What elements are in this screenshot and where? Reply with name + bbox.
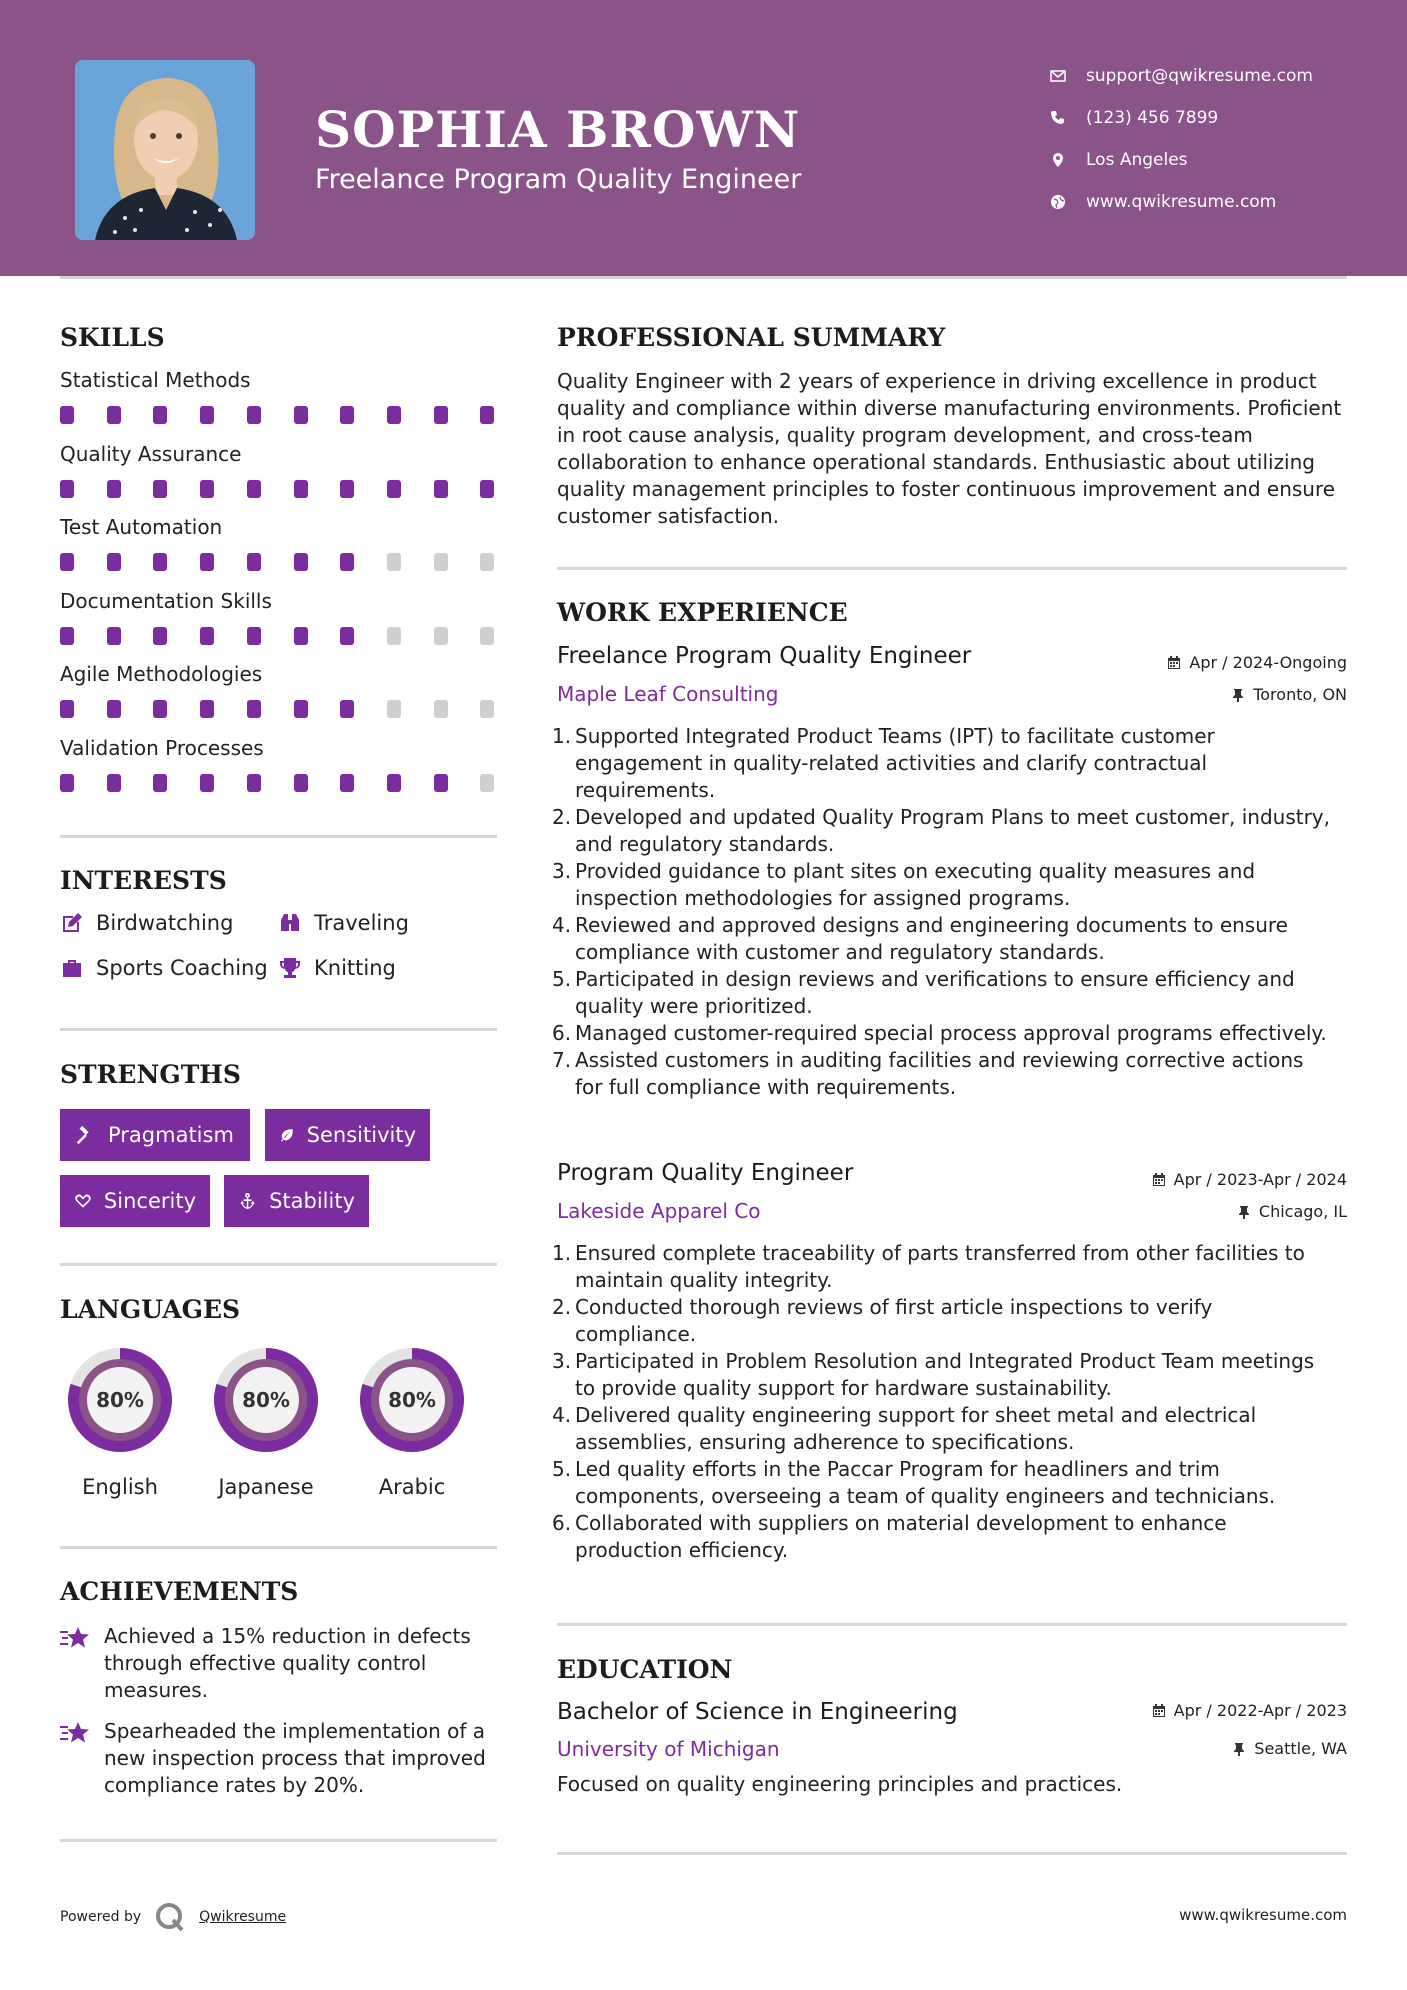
rating-dot-filled [153, 774, 167, 792]
rating-dot-filled [340, 480, 354, 498]
language-donut-gauge [205, 1339, 327, 1461]
achievement-item [60, 1718, 500, 1799]
school-name: University of Michigan [557, 1737, 780, 1761]
contact-location-text: Los Angeles [1086, 150, 1188, 170]
language-name: English [82, 1475, 158, 1499]
rating-dot-filled [294, 700, 308, 718]
responsibility-item [552, 804, 1335, 858]
rating-dot-empty [480, 700, 494, 718]
calendar-icon [1152, 1704, 1166, 1718]
candidate-title: Freelance Program Quality Engineer [315, 164, 802, 195]
list-number: 2. [552, 1295, 572, 1319]
list-number: 1. [552, 724, 572, 748]
rating-dot-filled [294, 553, 308, 571]
job-dates [1152, 1170, 1347, 1189]
candidate-name: SOPHIA BROWN [315, 100, 801, 159]
footer-url[interactable]: www.qwikresume.com [1179, 1906, 1347, 1924]
job-dates-text: Apr / 2024-Ongoing [1189, 653, 1347, 672]
rating-dot-empty [480, 553, 494, 571]
contact-phone[interactable] [1050, 97, 1390, 139]
profile-photo [75, 60, 255, 240]
rating-dot-filled [434, 406, 448, 424]
interest-birdwatching [60, 911, 233, 935]
responsibility-text: Developed and updated Quality Program Plans to meet customer, industry, and regulatory standards. [575, 805, 1330, 856]
responsibility-item [552, 1020, 1335, 1047]
summary-text: Quality Engineer with 2 years of experience in driving excellence in product quality and compliance within diverse manufacturing environments. Proficient in root cause analysis, quality program development, and cross-team collaboration to enhance operational standards. Enthusiastic about utilizing quality management principles to foster continuous improvement and ensure customer satisfaction. [557, 369, 1342, 528]
rating-dot-empty [434, 553, 448, 571]
star-award-icon [60, 1720, 92, 1748]
degree-title: Bachelor of Science in Engineering [557, 1699, 958, 1725]
rating-dot-filled [153, 627, 167, 645]
divider [60, 1546, 497, 1549]
responsibility-item [552, 858, 1335, 912]
rating-dot-filled [60, 406, 74, 424]
powered-by-text: Powered by [60, 1909, 142, 1925]
rating-dot-filled [340, 774, 354, 792]
rating-dot-filled [340, 553, 354, 571]
rating-dot-filled [60, 774, 74, 792]
profile-photo-image [75, 60, 255, 240]
job-location [1231, 685, 1347, 704]
rating-dot-filled [387, 774, 401, 792]
rating-dot-filled [200, 627, 214, 645]
skill-label: Statistical Methods [60, 368, 251, 392]
language-percent-label: 80% [96, 1388, 144, 1412]
responsibility-text: Conducted thorough reviews of first article inspections to verify compliance. [575, 1295, 1213, 1346]
responsibility-item [552, 1240, 1335, 1294]
strength-label: Sensitivity [306, 1123, 416, 1147]
strength-badge-sincerity [60, 1175, 210, 1227]
company-name: Lakeside Apparel Co [557, 1199, 761, 1223]
rating-dot-filled [294, 774, 308, 792]
achievement-text: Achieved a 15% reduction in defects through effective quality control measures. [104, 1624, 471, 1702]
list-number: 1. [552, 1241, 572, 1265]
responsibility-item [552, 912, 1335, 966]
responsibility-item [552, 1456, 1335, 1510]
languages-heading: LANGUAGES [60, 1295, 241, 1324]
skill-rating [60, 774, 500, 792]
briefcase-icon [60, 956, 84, 980]
contact-phone-text: (123) 456 7899 [1086, 108, 1219, 128]
education-description: Focused on quality engineering principles and practices. [557, 1772, 1123, 1796]
globe-icon [1050, 194, 1086, 210]
skill-label: Quality Assurance [60, 441, 242, 466]
rating-dot-filled [60, 700, 74, 718]
list-number: 5. [552, 967, 572, 991]
header-banner [0, 0, 1407, 276]
rating-dot-filled [480, 480, 494, 498]
divider [60, 1263, 497, 1266]
rating-dot-filled [247, 480, 261, 498]
language-item [205, 1339, 327, 1499]
job-responsibilities-list [552, 1240, 1335, 1564]
rating-dot-filled [200, 700, 214, 718]
strength-badge-sensitivity [265, 1109, 430, 1161]
rating-dot-filled [60, 627, 74, 645]
responsibility-text: Led quality efforts in the Paccar Program for headliners and trim components, overseeing a team of quality engineers and technicians. [575, 1457, 1276, 1508]
strengths-heading: STRENGTHS [60, 1060, 241, 1089]
rating-dot-filled [247, 406, 261, 424]
qwikresume-logo-icon [153, 1900, 187, 1934]
job-dates-text: Apr / 2023-Apr / 2024 [1173, 1170, 1347, 1189]
rating-dot-empty [434, 627, 448, 645]
achievement-text: Spearheaded the implementation of a new inspection process that improved compliance rates by 20%. [104, 1719, 486, 1797]
edit-icon [60, 911, 84, 935]
trophy-icon [278, 956, 302, 980]
rating-dot-filled [60, 553, 74, 571]
list-number: 5. [552, 1457, 572, 1481]
language-percent-label: 80% [388, 1388, 436, 1412]
contact-email-text: support@qwikresume.com [1086, 66, 1313, 86]
star-award-icon [60, 1625, 92, 1653]
rating-dot-filled [340, 406, 354, 424]
strength-badge-pragmatism [60, 1109, 250, 1161]
rating-dot-filled [107, 700, 121, 718]
contact-website-text: www.qwikresume.com [1086, 192, 1277, 212]
list-number: 4. [552, 913, 572, 937]
job-title: Program Quality Engineer [557, 1160, 854, 1186]
responsibility-item [552, 1402, 1335, 1456]
strength-label: Pragmatism [108, 1123, 234, 1147]
interests-heading: INTERESTS [60, 866, 227, 895]
job-title: Freelance Program Quality Engineer [557, 643, 972, 669]
rating-dot-empty [387, 553, 401, 571]
responsibility-item [552, 723, 1335, 804]
language-item [59, 1339, 181, 1499]
divider [557, 567, 1347, 570]
rating-dot-empty [387, 700, 401, 718]
job-location-text: Toronto, ON [1253, 685, 1347, 704]
leaf-icon [279, 1124, 295, 1146]
responsibility-item [552, 1348, 1335, 1402]
responsibility-text: Ensured complete traceability of parts transferred from other facilities to maintain quality integrity. [575, 1241, 1305, 1292]
education-dates [1152, 1701, 1347, 1720]
rating-dot-filled [294, 480, 308, 498]
summary-heading: PROFESSIONAL SUMMARY [557, 323, 946, 352]
location-pin-icon [1050, 152, 1086, 168]
binoculars-icon [278, 911, 302, 935]
skill-rating [60, 700, 500, 718]
company-name: Maple Leaf Consulting [557, 682, 779, 706]
list-number: 4. [552, 1403, 572, 1427]
education-location-text: Seattle, WA [1254, 1739, 1347, 1758]
footer-powered-by [60, 1900, 286, 1934]
responsibility-text: Collaborated with suppliers on material development to enhance production efficiency. [575, 1511, 1227, 1562]
pushpin-icon [1231, 688, 1245, 702]
responsibility-text: Managed customer-required special process approval programs effectively. [575, 1021, 1327, 1045]
rating-dot-filled [200, 774, 214, 792]
job-location [1237, 1202, 1347, 1221]
interest-label: Knitting [314, 956, 396, 980]
header-divider [60, 276, 1347, 279]
rating-dot-empty [387, 627, 401, 645]
skill-rating [60, 480, 500, 498]
language-item [351, 1339, 473, 1499]
rating-dot-filled [153, 480, 167, 498]
divider [60, 1028, 497, 1031]
achievements-heading: ACHIEVEMENTS [60, 1577, 299, 1606]
rating-dot-filled [153, 700, 167, 718]
list-number: 7. [552, 1048, 572, 1072]
contact-website[interactable] [1050, 181, 1390, 223]
responsibility-text: Reviewed and approved designs and engineering documents to ensure compliance with customer and regulatory standards. [575, 913, 1288, 964]
skill-label: Validation Processes [60, 735, 264, 760]
language-donut-gauge [59, 1339, 181, 1461]
list-number: 2. [552, 805, 572, 829]
rating-dot-filled [60, 480, 74, 498]
responsibility-text: Supported Integrated Product Teams (IPT) to facilitate customer engagement in quality-related activities and clarify contractual requirements. [575, 724, 1215, 802]
rating-dot-filled [153, 553, 167, 571]
skill-label: Test Automation [60, 515, 223, 539]
strength-label: Stability [269, 1189, 355, 1213]
qwikresume-link[interactable]: Qwikresume [199, 1909, 287, 1925]
interest-label: Sports Coaching [96, 956, 268, 980]
responsibility-text: Participated in Problem Resolution and Integrated Product Team meetings to provide quality support for hardware sustainability. [575, 1349, 1315, 1400]
divider [557, 1852, 1347, 1855]
divider [557, 1623, 1347, 1626]
skill-label: Agile Methodologies [60, 662, 263, 686]
pushpin-icon [1232, 1742, 1246, 1756]
rating-dot-filled [247, 627, 261, 645]
skill-rating [60, 406, 500, 424]
education-heading: EDUCATION [557, 1655, 733, 1684]
rating-dot-filled [247, 700, 261, 718]
education-dates-text: Apr / 2022-Apr / 2023 [1173, 1701, 1347, 1720]
strength-label: Sincerity [103, 1189, 196, 1213]
calendar-icon [1167, 656, 1181, 670]
interest-traveling [278, 911, 409, 935]
responsibility-item [552, 1510, 1335, 1564]
responsibility-text: Assisted customers in auditing facilities and reviewing corrective actions for full compliance with requirements. [575, 1048, 1304, 1099]
strength-badge-stability [224, 1175, 369, 1227]
skill-rating [60, 553, 500, 571]
rating-dot-filled [294, 406, 308, 424]
calendar-icon [1152, 1173, 1166, 1187]
list-number: 6. [552, 1511, 572, 1535]
rating-dot-filled [294, 627, 308, 645]
rating-dot-filled [107, 774, 121, 792]
job-location-text: Chicago, IL [1258, 1202, 1347, 1221]
contact-location [1050, 139, 1390, 181]
list-number: 6. [552, 1021, 572, 1045]
language-donut-gauge [351, 1339, 473, 1461]
contact-list [1050, 55, 1390, 223]
rating-dot-filled [247, 553, 261, 571]
skill-rating [60, 627, 500, 645]
list-number: 3. [552, 1349, 572, 1373]
responsibility-item [552, 1047, 1335, 1101]
responsibility-item [552, 1294, 1335, 1348]
rating-dot-filled [387, 480, 401, 498]
rating-dot-filled [107, 553, 121, 571]
contact-email[interactable] [1050, 55, 1390, 97]
responsibility-item [552, 966, 1335, 1020]
language-percent-label: 80% [242, 1388, 290, 1412]
divider [60, 835, 497, 838]
rating-dot-filled [247, 774, 261, 792]
rating-dot-filled [340, 700, 354, 718]
job-dates [1167, 653, 1347, 672]
gavel-icon [74, 1124, 96, 1146]
education-location [1232, 1739, 1347, 1758]
pushpin-icon [1237, 1205, 1251, 1219]
rating-dot-filled [200, 553, 214, 571]
job-responsibilities-list [552, 723, 1335, 1101]
rating-dot-empty [434, 700, 448, 718]
rating-dot-filled [340, 627, 354, 645]
list-number: 3. [552, 859, 572, 883]
rating-dot-filled [480, 406, 494, 424]
skills-heading: SKILLS [60, 323, 165, 352]
language-name: Japanese [218, 1475, 314, 1499]
responsibility-text: Delivered quality engineering support for sheet metal and electrical assemblies, ensuring adherence to specifications. [575, 1403, 1257, 1454]
phone-icon [1050, 110, 1086, 126]
interest-knitting [278, 956, 396, 980]
language-name: Arabic [378, 1475, 446, 1499]
responsibility-text: Provided guidance to plant sites on executing quality measures and inspection methodologies for assigned programs. [575, 859, 1256, 910]
rating-dot-filled [107, 627, 121, 645]
achievement-item [60, 1623, 500, 1704]
skill-label: Documentation Skills [60, 588, 272, 613]
divider [60, 1839, 497, 1842]
rating-dot-empty [480, 627, 494, 645]
rating-dot-filled [153, 406, 167, 424]
experience-heading: WORK EXPERIENCE [557, 598, 848, 627]
rating-dot-empty [480, 774, 494, 792]
interest-sports-coaching [60, 956, 268, 980]
rating-dot-filled [200, 480, 214, 498]
rating-dot-filled [387, 406, 401, 424]
rating-dot-filled [434, 480, 448, 498]
rating-dot-filled [200, 406, 214, 424]
rating-dot-filled [107, 406, 121, 424]
envelope-icon [1050, 68, 1086, 84]
rating-dot-filled [107, 480, 121, 498]
responsibility-text: Participated in design reviews and verifications to ensure efficiency and quality were prioritized. [575, 967, 1295, 1018]
interest-label: Birdwatching [96, 911, 234, 935]
rating-dot-filled [434, 774, 448, 792]
interest-label: Traveling [314, 911, 409, 935]
anchor-icon [238, 1190, 257, 1212]
heart-icon [74, 1190, 92, 1212]
